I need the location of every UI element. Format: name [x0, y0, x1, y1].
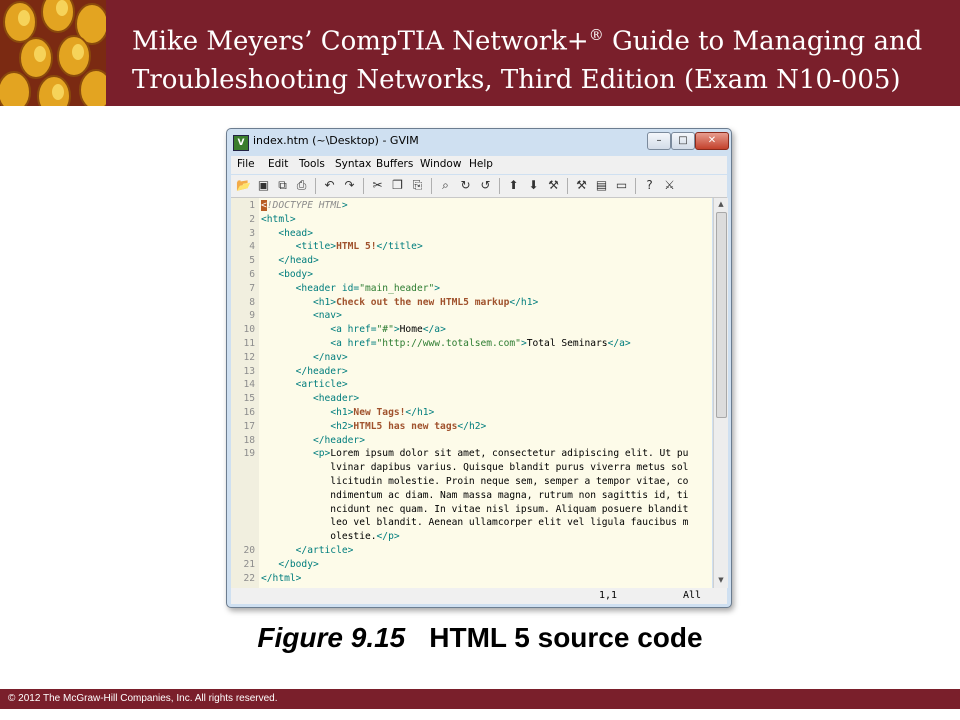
line-number: 10 — [243, 324, 255, 336]
book-logo — [0, 0, 106, 106]
code-token: licitudin molestie. Proin neque sem, semper a tempor vitae, co — [261, 476, 689, 487]
code-token — [261, 435, 313, 446]
menu-bar — [231, 156, 727, 174]
code-token: leo vel blandit. Aenean ullamcorper elit vel ligula faucibus m — [261, 517, 689, 529]
line-number: 15 — [243, 393, 255, 405]
code-token: </header> — [295, 365, 348, 377]
code-text — [261, 240, 423, 254]
code-text — [261, 420, 486, 434]
code-editor[interactable] — [231, 198, 712, 588]
code-text — [261, 309, 342, 323]
code-text — [261, 530, 400, 544]
code-text — [261, 447, 688, 461]
toolbar-separator — [635, 178, 636, 194]
line-number: 4 — [249, 241, 255, 253]
code-token: <h2> — [330, 420, 354, 432]
book-title-line1-rest: Guide to Managing and — [603, 26, 923, 57]
code-token — [261, 545, 296, 556]
code-text — [261, 503, 688, 517]
code-text — [261, 544, 353, 558]
code-line — [231, 282, 712, 296]
cut-icon[interactable]: ✂ — [372, 178, 383, 192]
code-token: <header> — [312, 393, 360, 405]
minimize-button[interactable]: – — [647, 132, 671, 150]
make-icon[interactable]: ⚒ — [576, 178, 587, 192]
code-token: < — [261, 200, 267, 211]
code-token — [261, 338, 330, 349]
open-icon[interactable]: 📂 — [236, 178, 251, 192]
vertical-scrollbar[interactable] — [713, 198, 728, 588]
menu-buffers[interactable]: Buffers — [376, 158, 414, 170]
book-title-line2: Troubleshooting Networks, Third Edition (Exam N10-005) — [132, 64, 901, 95]
book-title-line1: Mike Meyers’ CompTIA Network+ — [132, 26, 589, 57]
menu-file[interactable]: File — [237, 158, 255, 170]
code-token: New Tags! — [353, 407, 406, 418]
registered-mark: ® — [588, 26, 604, 44]
gvim-app-icon: V — [233, 135, 249, 151]
code-text — [261, 337, 631, 351]
code-token: </a> — [607, 338, 631, 349]
code-token: "http://www.totalsem.com" — [376, 338, 521, 349]
line-number: 8 — [249, 296, 255, 308]
help-icon[interactable]: ? — [646, 178, 653, 192]
scroll-down-icon[interactable]: ▼ — [718, 576, 724, 584]
code-token: <a — [330, 324, 348, 336]
code-text — [261, 516, 688, 530]
code-token: Lorem ipsum dolor sit amet, consectetur adipiscing elit. Ut pu — [330, 448, 689, 460]
code-token: <h1> — [330, 407, 354, 418]
figure-number: Figure 9.15 — [257, 622, 406, 653]
code-text — [261, 572, 301, 586]
redo-icon[interactable]: ↷ — [344, 178, 355, 192]
code-line — [231, 461, 712, 475]
code-line — [231, 337, 712, 351]
code-token: <header — [295, 282, 342, 294]
code-line — [231, 213, 712, 227]
code-token: HTML 5! — [336, 241, 377, 253]
maximize-button[interactable]: □ — [671, 132, 695, 150]
code-token — [261, 366, 296, 377]
code-text — [261, 406, 434, 420]
slide-header — [0, 0, 960, 106]
code-token: <head> — [278, 227, 313, 239]
toolbar-separator — [431, 178, 432, 194]
copy-icon[interactable]: ❐ — [392, 178, 403, 192]
code-token — [261, 255, 278, 266]
figure-caption — [0, 622, 960, 654]
window-title: index.htm (~\Desktop) - GVIM — [253, 134, 419, 147]
cursor-position: 1,1 — [599, 590, 618, 601]
code-token: olestie. — [261, 531, 377, 543]
code-text — [261, 213, 296, 227]
code-line — [231, 309, 712, 323]
code-token: </head> — [278, 255, 319, 267]
save-session-icon[interactable]: ⬇ — [528, 178, 539, 192]
shell-icon[interactable]: ▤ — [595, 178, 608, 192]
toolbar-separator — [315, 178, 316, 194]
code-token: </article> — [295, 545, 354, 556]
code-token: </header> — [312, 434, 365, 446]
code-token — [261, 310, 313, 321]
menu-syntax[interactable]: Syntax — [335, 158, 372, 170]
code-line — [231, 475, 712, 489]
code-line — [231, 392, 712, 406]
line-number: 22 — [243, 572, 255, 584]
code-token: </h1> — [405, 407, 435, 418]
line-number: 5 — [249, 255, 255, 267]
menu-window[interactable]: Window — [420, 158, 462, 170]
menu-help[interactable]: Help — [469, 158, 493, 170]
code-token: href= — [347, 338, 377, 349]
line-number: 9 — [249, 310, 255, 322]
code-token — [261, 324, 330, 335]
code-token: > — [393, 324, 400, 336]
code-token — [261, 228, 278, 239]
line-number: 3 — [249, 227, 255, 239]
code-token — [261, 421, 330, 432]
code-text — [261, 392, 359, 406]
code-line — [231, 365, 712, 379]
code-line — [231, 516, 712, 530]
toolbar-separator — [363, 178, 364, 194]
line-number: 20 — [243, 545, 255, 556]
figure-title: HTML 5 source code — [429, 622, 703, 653]
code-text — [261, 254, 319, 268]
code-text — [261, 461, 688, 475]
toolbar — [231, 175, 727, 198]
line-number: 11 — [243, 338, 255, 349]
code-token: > — [341, 200, 348, 211]
line-number: 12 — [243, 351, 255, 363]
load-session-icon[interactable]: ⬆ — [508, 178, 519, 192]
code-text — [261, 323, 446, 337]
code-token — [261, 283, 296, 294]
code-token: <p> — [312, 448, 331, 460]
copyright-text: © 2012 The McGraw-Hill Companies, Inc. All rights reserved. — [8, 693, 278, 704]
code-token: lvinar dapibus varius. Quisque blandit purus viverra metus sol — [261, 462, 689, 474]
line-number: 7 — [249, 282, 255, 294]
code-token: href= — [347, 324, 377, 336]
code-token: </h1> — [509, 296, 539, 308]
code-token: </body> — [278, 558, 319, 570]
code-token: </html> — [261, 572, 302, 584]
code-line — [231, 406, 712, 420]
code-token: <html> — [261, 213, 296, 225]
save-all-icon[interactable]: ⧉ — [278, 178, 287, 192]
print-icon[interactable]: ⎙ — [296, 178, 307, 192]
code-text — [261, 489, 688, 503]
line-number: 6 — [249, 269, 255, 280]
code-token: "#" — [376, 324, 394, 336]
code-line — [231, 323, 712, 337]
find-help-icon[interactable]: ⚔ — [664, 178, 675, 192]
run-script-icon[interactable]: ⚒ — [548, 178, 559, 192]
code-line — [231, 489, 712, 503]
find-icon[interactable]: ⌕ — [442, 178, 449, 192]
line-number: 16 — [243, 407, 255, 418]
code-token — [261, 241, 296, 252]
line-number: 14 — [243, 379, 255, 391]
code-token: <title> — [295, 241, 337, 253]
code-token: ndimentum ac diam. Nam massa magna, rutrum non sagittis id, ti — [261, 489, 689, 501]
code-text — [261, 365, 348, 379]
code-line — [231, 434, 712, 448]
line-number: 1 — [249, 200, 255, 211]
find-prev-icon[interactable]: ↺ — [480, 178, 491, 192]
code-token: id= — [341, 282, 360, 294]
code-text — [261, 227, 313, 241]
code-token — [261, 448, 313, 459]
code-token: ncidunt nec quam. In vitae nisl ipsum. Aliquam posuere blandit — [261, 503, 689, 515]
code-line — [231, 572, 712, 586]
close-button[interactable]: ✕ — [695, 132, 729, 150]
code-text — [261, 558, 319, 572]
code-line — [231, 558, 712, 572]
code-token: </h2> — [457, 420, 487, 432]
code-token: !DOCTYPE HTML — [266, 200, 342, 211]
code-line — [231, 296, 712, 310]
code-token — [261, 379, 296, 390]
code-token: <a — [330, 338, 348, 349]
window-titlebar[interactable] — [227, 129, 731, 155]
tags-icon[interactable]: ▭ — [615, 178, 628, 192]
code-line — [231, 420, 712, 434]
code-text — [261, 282, 440, 296]
code-line — [231, 227, 712, 241]
code-token: </nav> — [312, 351, 348, 363]
code-token — [261, 297, 313, 308]
code-token: > — [520, 338, 527, 349]
code-text — [261, 475, 688, 489]
code-token: <body> — [278, 269, 313, 280]
code-token: Total Seminars — [526, 338, 608, 349]
code-token: > — [434, 282, 441, 294]
code-token — [261, 393, 313, 404]
code-line — [231, 544, 712, 558]
slide-footer — [0, 689, 960, 709]
code-token: </p> — [376, 531, 400, 543]
code-line — [231, 530, 712, 544]
code-token: <h1> — [312, 296, 337, 308]
scrollbar-thumb[interactable] — [716, 212, 727, 418]
code-text — [261, 296, 538, 310]
line-number: 18 — [243, 434, 255, 446]
code-token: Home — [399, 324, 423, 336]
code-token — [261, 269, 278, 280]
code-token — [261, 407, 330, 418]
code-token: HTML5 has new tags — [353, 420, 458, 432]
code-line — [231, 240, 712, 254]
code-text — [261, 434, 365, 448]
code-token: <article> — [295, 379, 348, 391]
save-icon[interactable]: ▣ — [257, 178, 270, 192]
code-text — [261, 351, 348, 365]
code-line — [231, 378, 712, 392]
toolbar-separator — [567, 178, 568, 194]
code-line — [231, 351, 712, 365]
line-number: 2 — [249, 213, 255, 225]
line-number: 17 — [243, 420, 255, 432]
undo-icon[interactable]: ↶ — [324, 178, 335, 192]
code-text — [261, 199, 348, 213]
code-line — [231, 268, 712, 282]
find-next-icon[interactable]: ↻ — [460, 178, 471, 192]
status-bar — [231, 588, 727, 604]
code-token: "main_header" — [359, 282, 435, 294]
code-text — [261, 378, 348, 392]
gvim-window — [226, 128, 732, 608]
line-number: 21 — [243, 558, 255, 570]
line-number: 13 — [243, 365, 255, 377]
scroll-indicator: All — [683, 590, 702, 601]
code-token — [261, 352, 313, 363]
code-line — [231, 503, 712, 517]
code-token: <nav> — [312, 310, 342, 322]
code-token: </title> — [376, 241, 423, 253]
book-title — [132, 16, 947, 99]
line-number: 19 — [243, 448, 255, 460]
code-token: Check out the new HTML5 markup — [336, 296, 510, 308]
code-line — [231, 254, 712, 268]
menu-tools[interactable]: Tools — [299, 158, 325, 170]
toolbar-separator — [499, 178, 500, 194]
code-text — [261, 268, 313, 282]
code-line — [231, 199, 712, 213]
code-token — [261, 559, 278, 570]
code-token: </a> — [422, 324, 446, 336]
code-line — [231, 447, 712, 461]
menu-edit[interactable]: Edit — [268, 158, 289, 170]
paste-icon[interactable]: ⎘ — [412, 178, 423, 192]
scroll-up-icon[interactable]: ▲ — [718, 200, 724, 208]
